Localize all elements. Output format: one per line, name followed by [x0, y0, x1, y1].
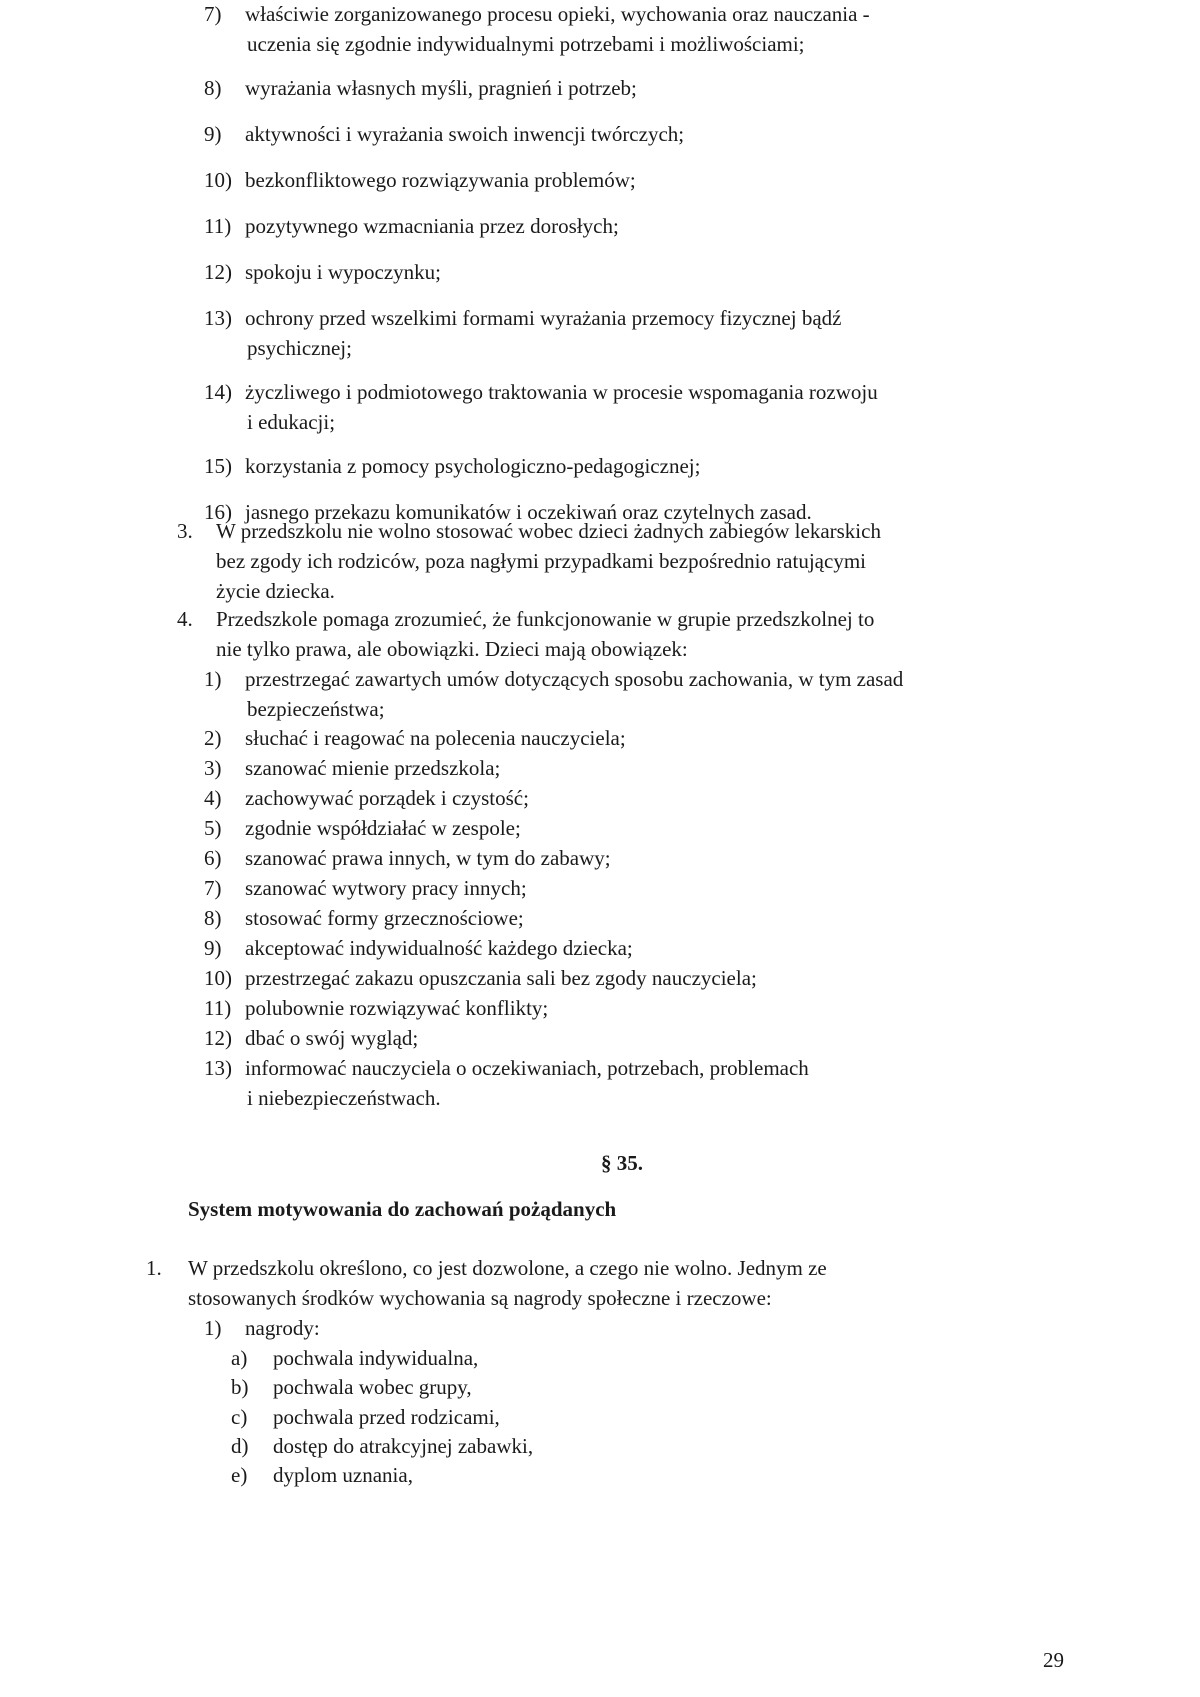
list-item-number: 10) [204, 168, 232, 192]
list-item-text-line: szanować wytwory pracy innych; [245, 876, 527, 900]
list-item-number: 13) [204, 1056, 232, 1080]
sub-item-number: 1) [204, 1316, 222, 1340]
list-item-text-line: pozytywnego wzmacniania przez dorosłych; [245, 214, 619, 238]
list-item-text-line: i niebezpieczeństwach. [247, 1086, 441, 1110]
list-item-text-line: przestrzegać zawartych umów dotyczących sposobu zachowania, w tym zasad [245, 667, 904, 691]
list-item-number: c) [231, 1405, 248, 1429]
list-item-text-line: zachowywać porządek i czystość; [245, 786, 529, 810]
list-item-text-line: bezkonfliktowego rozwiązywania problemów; [245, 168, 636, 192]
point-text-line: nie tylko prawa, ale obowiązki. Dzieci mają obowiązek: [216, 637, 688, 661]
list-item-text-line: spokoju i wypoczynku; [245, 260, 441, 284]
list-item-text-line: dbać o swój wygląd; [245, 1026, 419, 1050]
point-number: 1. [146, 1256, 162, 1280]
list-item-text-line: jasnego przekazu komunikatów i oczekiwań oraz czytelnych zasad. [245, 500, 812, 524]
list-item-number: 3) [204, 756, 222, 780]
list-item-text-line: stosować formy grzecznościowe; [245, 906, 524, 930]
list-item-number: 16) [204, 500, 232, 524]
list-item-number: 7) [204, 876, 222, 900]
list-item-text-line: zgodnie współdziałać w zespole; [245, 816, 521, 840]
sub-item-text: nagrody: [245, 1316, 320, 1340]
list-item-number: 12) [204, 260, 232, 284]
list-item-number: 15) [204, 454, 232, 478]
section-number: § 35. [601, 1151, 643, 1175]
list-item-text-line: szanować mienie przedszkola; [245, 756, 501, 780]
list-item-number: 4) [204, 786, 222, 810]
list-item-number: e) [231, 1463, 248, 1487]
list-item-number: 1) [204, 667, 222, 691]
list-item-number: 5) [204, 816, 222, 840]
list-item-text-line: życzliwego i podmiotowego traktowania w procesie wspomagania rozwoju [245, 380, 878, 404]
list-item-text-line: polubownie rozwiązywać konflikty; [245, 996, 549, 1020]
list-item-number: 11) [204, 996, 232, 1020]
list-item-number: 2) [204, 726, 222, 750]
list-item-text-line: akceptować indywidualność każdego dziecka; [245, 936, 633, 960]
list-item-number: 9) [204, 936, 222, 960]
list-item-text: dostęp do atrakcyjnej zabawki, [273, 1434, 534, 1458]
list-item-number: 14) [204, 380, 232, 404]
list-item-text: pochwala przed rodzicami, [273, 1405, 500, 1429]
list-item-number: 12) [204, 1026, 232, 1050]
list-item-number: 9) [204, 122, 222, 146]
list-item-text-line: psychicznej; [247, 336, 352, 360]
section-title: System motywowania do zachowań pożądanych [188, 1197, 617, 1221]
list-item-number: 8) [204, 76, 222, 100]
list-item-text-line: bezpieczeństwa; [247, 697, 385, 721]
list-item-number: 10) [204, 966, 232, 990]
list-item-number: d) [231, 1434, 249, 1458]
page-number: 29 [1043, 1648, 1064, 1672]
list-item-text-line: korzystania z pomocy psychologiczno-pedagogicznej; [245, 454, 701, 478]
point-text-line: bez zgody ich rodziców, poza nagłymi przypadkami bezpośrednio ratującymi [216, 549, 866, 573]
list-item-number: 8) [204, 906, 222, 930]
list-item-text-line: informować nauczyciela o oczekiwaniach, potrzebach, problemach [245, 1056, 809, 1080]
list-item-text-line: przestrzegać zakazu opuszczania sali bez zgody nauczyciela; [245, 966, 757, 990]
list-item-number: 13) [204, 306, 232, 330]
list-item-text-line: ochrony przed wszelkimi formami wyrażania przemocy fizycznej bądź [245, 306, 842, 330]
list-item-number: 11) [204, 214, 232, 238]
list-item-text: pochwala wobec grupy, [273, 1375, 472, 1399]
list-item-text-line: uczenia się zgodnie indywidualnymi potrzebami i możliwościami; [247, 32, 805, 56]
point-number: 3. [177, 519, 193, 543]
list-item-text: dyplom uznania, [273, 1463, 413, 1487]
point-number: 4. [177, 607, 193, 631]
list-item-number: a) [231, 1346, 248, 1370]
list-item-number: 7) [204, 2, 222, 26]
list-item-text-line: szanować prawa innych, w tym do zabawy; [245, 846, 611, 870]
list-item-text-line: wyrażania własnych myśli, pragnień i potrzeb; [245, 76, 637, 100]
list-item-text: pochwala indywidualna, [273, 1346, 479, 1370]
point-text-line: W przedszkolu określono, co jest dozwolone, a czego nie wolno. Jednym ze [188, 1256, 827, 1280]
list-item-text-line: aktywności i wyrażania swoich inwencji twórczych; [245, 122, 685, 146]
list-item-text-line: słuchać i reagować na polecenia nauczyciela; [245, 726, 626, 750]
list-item-number: 6) [204, 846, 222, 870]
point-text-line: Przedszkole pomaga zrozumieć, że funkcjonowanie w grupie przedszkolnej to [216, 607, 875, 631]
list-item-text-line: i edukacji; [247, 410, 336, 434]
list-item-text-line: właściwie zorganizowanego procesu opieki, wychowania oraz nauczania - [245, 2, 870, 26]
point-text-line: stosowanych środków wychowania są nagrody społeczne i rzeczowe: [188, 1286, 772, 1310]
list-item-number: b) [231, 1375, 249, 1399]
point-text-line: życie dziecka. [216, 579, 335, 603]
point-text-line: W przedszkolu nie wolno stosować wobec dzieci żadnych zabiegów lekarskich [216, 519, 881, 543]
